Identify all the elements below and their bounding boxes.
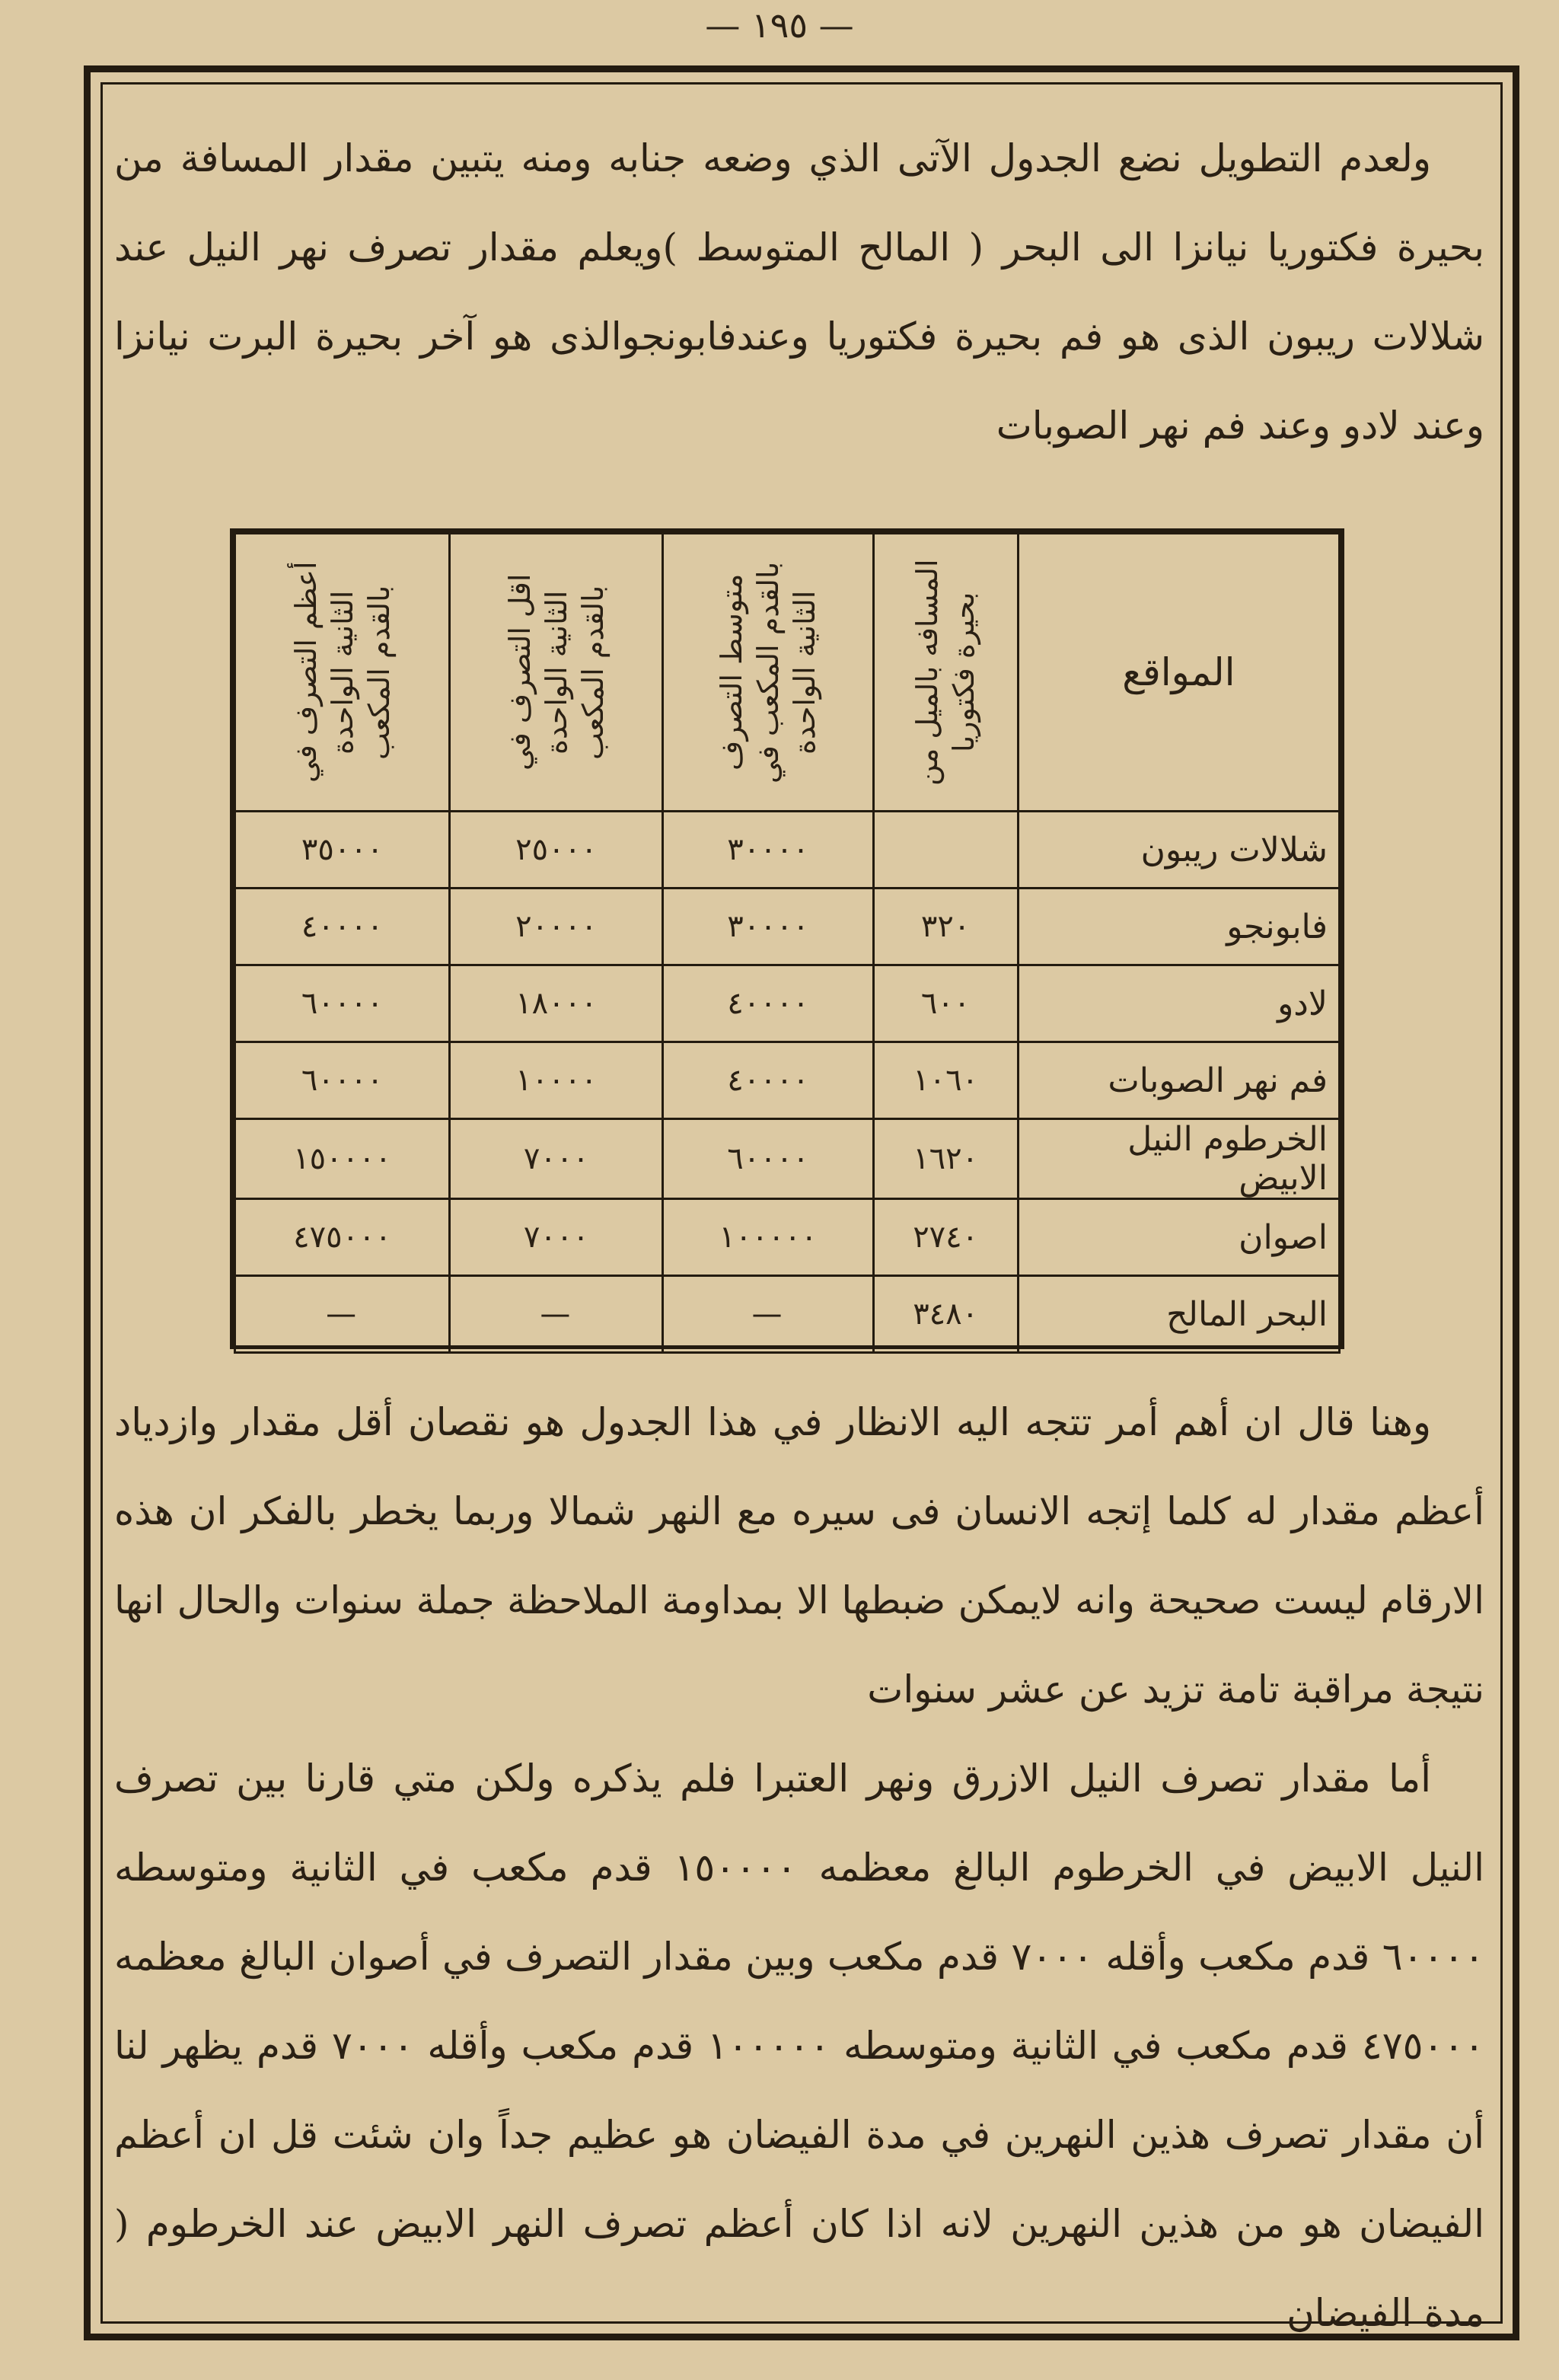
table-row <box>235 812 1340 889</box>
header-maximum <box>235 534 450 812</box>
table-row <box>235 1119 1340 1199</box>
header-distance <box>873 534 1018 812</box>
cell-site: شلالات ريبون <box>1018 812 1339 889</box>
cell-distance: ٣٢٠ <box>873 889 1018 965</box>
cell-minimum: ١٠٠٠٠ <box>450 1042 663 1119</box>
cell-average: ٦٠٠٠٠ <box>663 1119 873 1199</box>
header-maximum-label: أعظم التصرف في الثانية الواحدة بالقدم المكعب <box>289 561 396 783</box>
table-header-row <box>235 534 1340 812</box>
cell-site: لادو <box>1018 965 1339 1042</box>
cell-maximum: ٦٠٠٠٠ <box>235 1042 450 1119</box>
cell-minimum: ٧٠٠٠ <box>450 1119 663 1199</box>
cell-distance: ٢٧٤٠ <box>873 1199 1018 1276</box>
header-site: المواقع <box>1018 534 1339 812</box>
cell-distance: ٦٠٠ <box>873 965 1018 1042</box>
cell-maximum: ٤٠٠٠٠ <box>235 889 450 965</box>
intro-section <box>114 114 1484 471</box>
table-row <box>235 889 1340 965</box>
cell-distance <box>873 812 1018 889</box>
cell-minimum: — <box>450 1276 663 1353</box>
table-row <box>235 965 1340 1042</box>
cell-site: الخرطوم النيل الابيض <box>1018 1119 1339 1199</box>
cell-minimum: ٧٠٠٠ <box>450 1199 663 1276</box>
cell-average: ٣٠٠٠٠ <box>663 812 873 889</box>
table-row <box>235 1042 1340 1119</box>
table-row <box>235 1199 1340 1276</box>
cell-minimum: ١٨٠٠٠ <box>450 965 663 1042</box>
paragraph-2: وهنا قال ان أهم أمر تتجه اليه الانظار في هذا الجدول هو نقصان أقل مقدار وازدياد أعظم مقدار له كلما إتجه الانسان فى سيره مع النهر شمالا وربما يخطر بالفكر ان هذه الارقام ليست صحيحة وانه لايمكن ضبطها الا بمداومة الملاحظة جملة سنوات والحال انها نتيجة مراقبة تامة تزيد عن عشر سنوات <box>114 1400 1484 1712</box>
body-section <box>114 1378 1484 2358</box>
cell-site: فم نهر الصوبات <box>1018 1042 1339 1119</box>
cell-average: ٣٠٠٠٠ <box>663 889 873 965</box>
cell-maximum: ٦٠٠٠٠ <box>235 965 450 1042</box>
table-row <box>235 1276 1340 1353</box>
cell-maximum: ١٥٠٠٠٠ <box>235 1119 450 1199</box>
cell-minimum: ٢٠٠٠٠ <box>450 889 663 965</box>
cell-distance: ١٠٦٠ <box>873 1042 1018 1119</box>
cell-average: ١٠٠٠٠٠ <box>663 1199 873 1276</box>
cell-maximum: ٤٧٥٠٠٠ <box>235 1199 450 1276</box>
cell-maximum: — <box>235 1276 450 1353</box>
cell-distance: ٣٤٨٠ <box>873 1276 1018 1353</box>
page-number: — ١٩٥ — <box>705 5 854 46</box>
cell-average: ٤٠٠٠٠ <box>663 1042 873 1119</box>
header-distance-label: المسافه بالميل من بحيرة فكتوريا <box>910 559 981 786</box>
cell-site: البحر المالح <box>1018 1276 1339 1353</box>
header-average-label: متوسط التصرف بالقدم المكعب في الثانية الواحدة <box>715 561 821 783</box>
cell-site: فابونجو <box>1018 889 1339 965</box>
cell-average: ٤٠٠٠٠ <box>663 965 873 1042</box>
cell-average: — <box>663 1276 873 1353</box>
header-average <box>663 534 873 812</box>
header-minimum <box>450 534 663 812</box>
cell-maximum: ٣٥٠٠٠ <box>235 812 450 889</box>
data-table <box>234 532 1341 1354</box>
cell-distance: ١٦٢٠ <box>873 1119 1018 1199</box>
paragraph-3: أما مقدار تصرف النيل الازرق ونهر العتبرا فلم يذكره ولكن متي قارنا بين تصرف النيل الابيض في الخرطوم البالغ معظمه ١٥٠٠٠٠ قدم مكعب في الثانية ومتوسطه ٦٠٠٠٠ قدم مكعب وأقله ٧٠٠٠ قدم مكعب وبين مقدار التصرف في أصوان البالغ معظمه ٤٧٥٠٠٠ قدم مكعب في الثانية ومتوسطه ١٠٠٠٠٠ قدم مكعب وأقله ٧٠٠٠ قدم يظهر لنا أن مقدار تصرف هذين النهرين في مدة الفيضان هو عظيم جداً وان شئت قل ان أعظم الفيضان هو من هذين النهرين لانه اذا كان أعظم تصرف النهر الابيض عند الخرطوم ( مدة الفيضان <box>114 1756 1485 2335</box>
intro-paragraph: ولعدم التطويل نضع الجدول الآتى الذي وضعه جنابه ومنه يتبين مقدار المسافة من بحيرة فكتوريا نيانزا الى البحر ( المالح المتوسط )ويعلم مقدار تصرف نهر النيل عند شلالات ريبون الذى هو فم بحيرة فكتوريا وعندفابونجوالذى هو آخر بحيرة البرت نيانزا وعند لادو وعند فم نهر الصوبات <box>114 136 1484 448</box>
header-minimum-label: اقل التصرف في الثانية الواحدة بالقدم المكعب <box>502 573 610 771</box>
cell-minimum: ٢٥٠٠٠ <box>450 812 663 889</box>
nile-discharge-table <box>230 528 1344 1349</box>
cell-site: اصوان <box>1018 1199 1339 1276</box>
